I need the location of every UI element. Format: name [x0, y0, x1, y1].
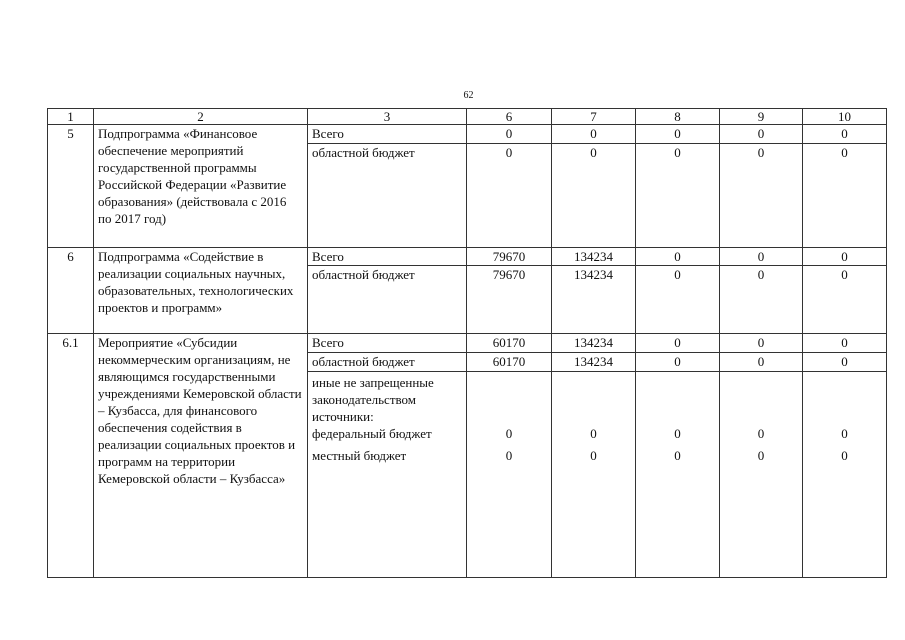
value-cell: 60170	[467, 334, 552, 353]
source-label: Всего	[308, 248, 467, 266]
value-cell: 0	[720, 266, 803, 334]
value-cell: 0	[636, 266, 720, 334]
budget-table	[47, 108, 887, 578]
value-cell	[467, 372, 552, 578]
table-row	[48, 125, 887, 144]
col-header: 9	[720, 109, 803, 125]
value-cell: 0	[467, 144, 552, 248]
source-label: областной бюджет	[308, 144, 467, 248]
header-row	[48, 109, 887, 125]
value: 0	[674, 448, 681, 463]
value-cell	[552, 372, 636, 578]
value: 0	[757, 426, 765, 441]
row-number: 6	[48, 248, 94, 334]
value-cell: 79670	[467, 248, 552, 266]
value: 0	[590, 426, 597, 441]
other-sources-cell	[308, 372, 467, 578]
other-sources-label: иные не запрещенные законодательством источники:	[312, 375, 434, 424]
value-cell: 0	[803, 353, 887, 372]
col-header: 2	[94, 109, 308, 125]
value: 0	[841, 426, 848, 441]
col-header: 10	[803, 109, 887, 125]
value: 0	[505, 426, 513, 441]
value-cell: 0	[803, 144, 887, 248]
program-name: Подпрограмма «Содействие в реализации социальных научных, образовательных, технологических проектов и программ»	[94, 248, 308, 334]
value-cell: 0	[720, 144, 803, 248]
value-cell	[720, 372, 803, 578]
source-label: областной бюджет	[308, 266, 467, 334]
program-name: Мероприятие «Субсидии некоммерческим организациям, не являющимся государственными учреждениями Кемеровской области – Кузбасса, для финансового обеспечения содействия в реализации социальных проектов и программ на территории Кемеровской области – Кузбасса»	[94, 334, 308, 578]
value-cell: 134234	[552, 353, 636, 372]
value: 0	[757, 448, 765, 463]
value-cell: 0	[720, 353, 803, 372]
table-row	[48, 334, 887, 353]
value-cell: 60170	[467, 353, 552, 372]
value-cell	[636, 372, 720, 578]
value-cell: 0	[720, 248, 803, 266]
value-cell: 0	[720, 334, 803, 353]
value-cell: 134234	[552, 334, 636, 353]
value-cell: 0	[636, 125, 720, 144]
value-cell: 0	[552, 125, 636, 144]
col-header: 8	[636, 109, 720, 125]
value-cell: 79670	[467, 266, 552, 334]
value-cell: 0	[803, 125, 887, 144]
col-header: 6	[467, 109, 552, 125]
value-cell: 0	[636, 144, 720, 248]
value: 0	[505, 448, 513, 463]
col-header: 1	[48, 109, 94, 125]
value: 0	[590, 448, 597, 463]
col-header: 7	[552, 109, 636, 125]
source-label: местный бюджет	[312, 448, 407, 463]
value-cell: 0	[803, 248, 887, 266]
source-label: областной бюджет	[308, 353, 467, 372]
program-name: Подпрограмма «Финансовое обеспечение мероприятий государственной программы Российской Федерации «Развитие образования» (действовала с 2016 по 2017 год)	[94, 125, 308, 248]
col-header: 3	[308, 109, 467, 125]
value-cell: 134234	[552, 248, 636, 266]
value-cell: 0	[636, 353, 720, 372]
value-cell: 0	[720, 125, 803, 144]
source-label: федеральный бюджет	[312, 426, 432, 441]
page-number: 62	[463, 90, 474, 101]
source-label: Всего	[308, 334, 467, 353]
value-cell: 0	[552, 144, 636, 248]
row-number: 5	[48, 125, 94, 248]
value: 0	[674, 426, 681, 441]
value-cell: 0	[803, 266, 887, 334]
value-cell: 0	[636, 334, 720, 353]
source-label: Всего	[308, 125, 467, 144]
table-row	[48, 248, 887, 266]
value: 0	[841, 448, 848, 463]
value-cell: 0	[467, 125, 552, 144]
row-number: 6.1	[48, 334, 94, 578]
value-cell: 0	[803, 334, 887, 353]
value-cell: 0	[636, 248, 720, 266]
value-cell: 134234	[552, 266, 636, 334]
value-cell	[803, 372, 887, 578]
